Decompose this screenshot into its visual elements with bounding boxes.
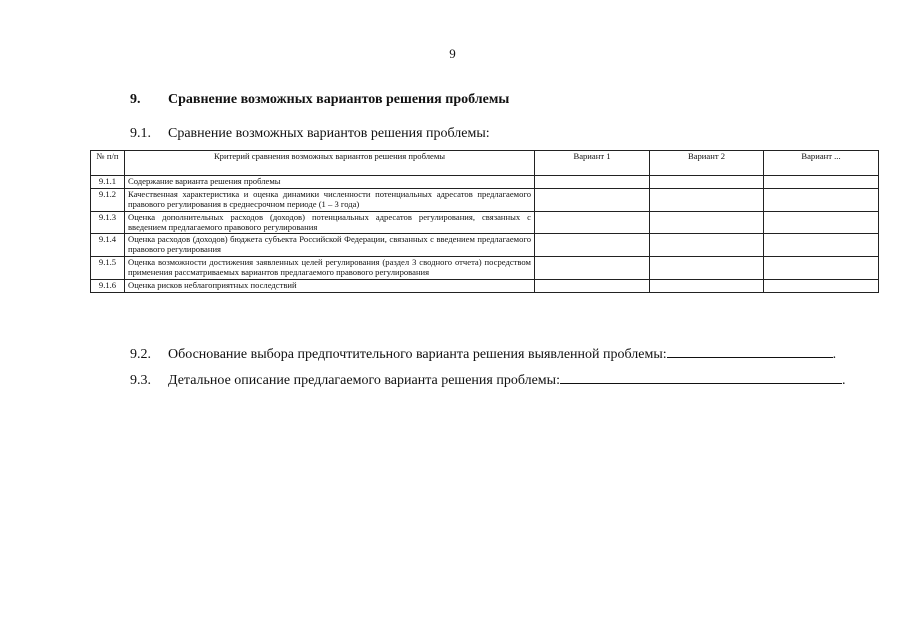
cell-variant-2	[650, 211, 764, 234]
row-criterion: Оценка рисков неблагоприятных последствий	[125, 279, 535, 292]
header-variant-n: Вариант ...	[764, 151, 879, 176]
section-heading	[130, 92, 509, 108]
cell-variant-n	[764, 279, 879, 292]
subsection-text: Сравнение возможных вариантов решения проблемы:	[168, 126, 490, 141]
row-criterion: Оценка возможности достижения заявленных целей регулирования (раздел 3 сводного отчета) посредством применения рассматриваемых вариантов предлагаемого правового регулирования	[125, 257, 535, 280]
cell-variant-n	[764, 188, 879, 211]
cell-variant-2	[650, 188, 764, 211]
row-code: 9.1.4	[91, 234, 125, 257]
comparison-table	[90, 150, 879, 293]
header-criterion: Критерий сравнения возможных вариантов решения проблемы	[125, 151, 535, 176]
header-variant-2: Вариант 2	[650, 151, 764, 176]
cell-variant-n	[764, 176, 879, 189]
cell-variant-1	[535, 279, 650, 292]
row-criterion: Содержание варианта решения проблемы	[125, 176, 535, 189]
row-criterion: Оценка дополнительных расходов (доходов) потенциальных адресатов регулирования, связанных с введением предлагаемого правового регулирования	[125, 211, 535, 234]
row-criterion: Качественная характеристика и оценка динамики численности потенциальных адресатов предлагаемого правового регулирования в среднесрочном периоде (1 – 3 года)	[125, 188, 535, 211]
row-code: 9.1.1	[91, 176, 125, 189]
table-row	[91, 211, 879, 234]
page-number: 9	[449, 46, 456, 61]
subsection-9-2	[130, 345, 836, 363]
subsection-9-3	[130, 371, 845, 389]
cell-variant-2	[650, 279, 764, 292]
subsection-text: Детальное описание предлагаемого варианта решения проблемы:	[168, 373, 560, 388]
subsection-number: 9.3.	[130, 373, 151, 388]
table-row	[91, 257, 879, 280]
table-row	[91, 176, 879, 189]
cell-variant-1	[535, 234, 650, 257]
cell-variant-2	[650, 234, 764, 257]
cell-variant-2	[650, 257, 764, 280]
section-number: 9.	[130, 92, 141, 107]
subsection-text: Обоснование выбора предпочтительного варианта решения выявленной проблемы:	[168, 347, 667, 362]
row-code: 9.1.3	[91, 211, 125, 234]
subsection-number: 9.2.	[130, 347, 151, 362]
section-title: Сравнение возможных вариантов решения проблемы	[168, 92, 510, 107]
cell-variant-1	[535, 257, 650, 280]
cell-variant-1	[535, 176, 650, 189]
subsection-9-1	[130, 126, 490, 142]
subsection-end: .	[832, 347, 837, 362]
subsection-end: .	[841, 373, 846, 388]
table-header-row	[91, 151, 879, 176]
row-code: 9.1.2	[91, 188, 125, 211]
row-code: 9.1.6	[91, 279, 125, 292]
row-criterion: Оценка расходов (доходов) бюджета субъекта Российской Федерации, связанных с введением предлагаемого правового регулирования	[125, 234, 535, 257]
table-row	[91, 234, 879, 257]
cell-variant-1	[535, 211, 650, 234]
fill-in-line[interactable]	[667, 345, 833, 358]
cell-variant-n	[764, 234, 879, 257]
row-code: 9.1.5	[91, 257, 125, 280]
header-variant-1: Вариант 1	[535, 151, 650, 176]
subsection-number: 9.1.	[130, 126, 151, 141]
cell-variant-1	[535, 188, 650, 211]
fill-in-line[interactable]	[560, 371, 842, 384]
cell-variant-n	[764, 257, 879, 280]
table-row	[91, 279, 879, 292]
table-row	[91, 188, 879, 211]
cell-variant-2	[650, 176, 764, 189]
cell-variant-n	[764, 211, 879, 234]
header-num: № п/п	[91, 151, 125, 176]
